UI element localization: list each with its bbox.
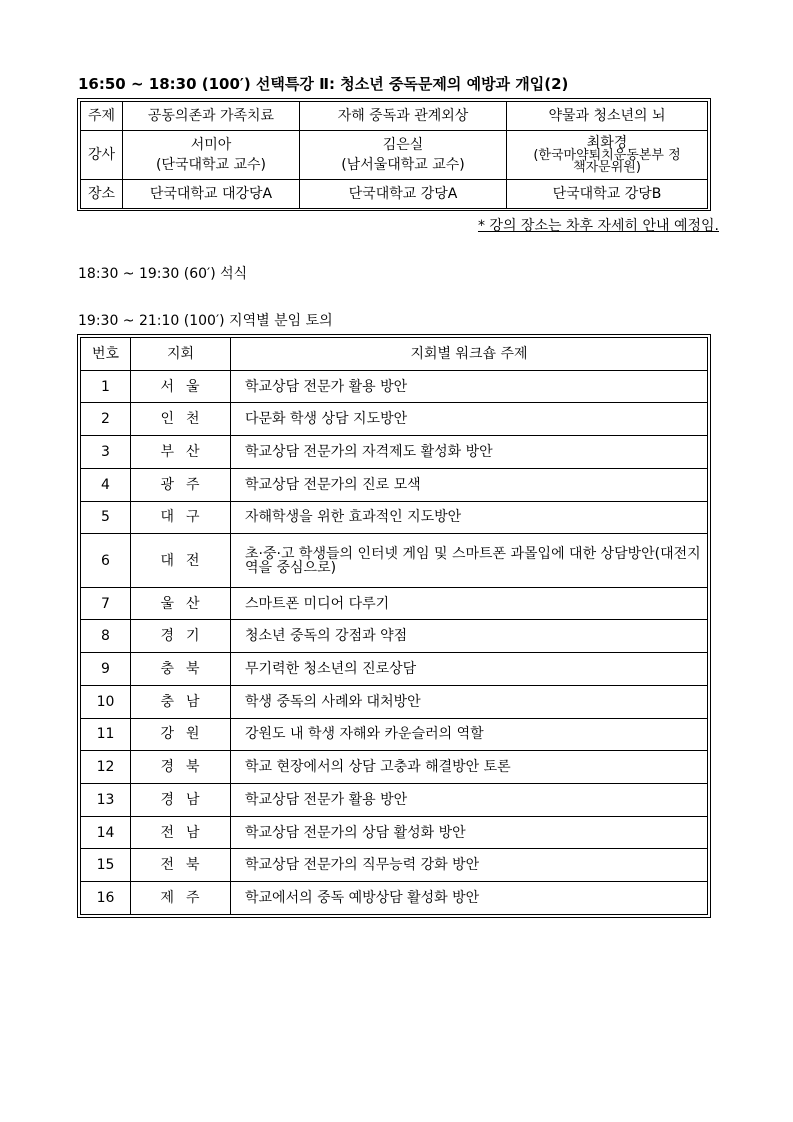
table-row xyxy=(81,436,708,469)
row-label: 주제 xyxy=(81,102,123,131)
workshop-table xyxy=(77,334,711,918)
row-branch: 경기 xyxy=(131,620,231,653)
row-branch: 강원 xyxy=(131,718,231,751)
row-topic: 학교상담 전문가의 직무능력 강화 방안 xyxy=(231,849,708,882)
table-row xyxy=(81,784,708,817)
lecturer-name: 김은실 xyxy=(382,137,424,153)
table-row xyxy=(81,685,708,718)
row-topic: 무기력한 청소년의 진로상담 xyxy=(231,653,708,686)
table-row xyxy=(81,718,708,751)
row-no: 16 xyxy=(81,882,131,915)
row-no: 14 xyxy=(81,816,131,849)
table-row xyxy=(81,534,708,587)
table-header xyxy=(81,338,708,371)
table-row xyxy=(81,882,708,915)
row-no: 3 xyxy=(81,436,131,469)
lecturer-name: 서미아 xyxy=(190,137,232,153)
row-no: 2 xyxy=(81,403,131,436)
row-branch: 충북 xyxy=(131,653,231,686)
lecturer-cell xyxy=(507,131,708,180)
lecture-table xyxy=(77,98,711,211)
row-branch: 충남 xyxy=(131,685,231,718)
row-label: 장소 xyxy=(81,180,123,209)
row-branch: 서울 xyxy=(131,370,231,403)
table-row xyxy=(81,403,708,436)
row-branch: 광주 xyxy=(131,468,231,501)
row-topic: 다문화 학생 상담 지도방안 xyxy=(231,403,708,436)
lecturer-affiliation: (단국대학교 교수) xyxy=(155,157,267,173)
row-no: 10 xyxy=(81,685,131,718)
topic-cell: 공동의존과 가족치료 xyxy=(123,102,300,131)
topic-row xyxy=(81,102,708,131)
lecturer-row xyxy=(81,131,708,180)
row-no: 1 xyxy=(81,370,131,403)
dinner-line: 18:30 ~ 19:30 (60′) 석식 xyxy=(78,266,248,282)
row-branch: 제주 xyxy=(131,882,231,915)
row-topic: 청소년 중독의 강점과 약점 xyxy=(231,620,708,653)
venue-cell: 단국대학교 강당B xyxy=(507,180,708,209)
lecturer-affiliation: (남서울대학교 교수) xyxy=(341,157,465,173)
row-topic: 학교상담 전문가의 상담 활성화 방안 xyxy=(231,816,708,849)
row-topic: 초·중·고 학생들의 인터넷 게임 및 스마트폰 과몰입에 대한 상담방안(대전지역을 중심으로) xyxy=(231,534,708,587)
row-branch: 대구 xyxy=(131,501,231,534)
table-row xyxy=(81,620,708,653)
row-no: 6 xyxy=(81,534,131,587)
row-branch: 전북 xyxy=(131,849,231,882)
table-row xyxy=(81,587,708,620)
venue-row xyxy=(81,180,708,209)
table-row xyxy=(81,468,708,501)
row-topic: 강원도 내 학생 자해와 카운슬러의 역할 xyxy=(231,718,708,751)
topic-cell: 약물과 청소년의 뇌 xyxy=(507,102,708,131)
row-no: 7 xyxy=(81,587,131,620)
row-topic: 학교 현장에서의 상담 고충과 해결방안 토론 xyxy=(231,751,708,784)
row-topic: 학교상담 전문가 활용 방안 xyxy=(231,784,708,817)
lecturer-cell xyxy=(300,131,507,180)
header-no: 번호 xyxy=(81,338,131,371)
session3-heading: 19:30 ~ 21:10 (100′) 지역별 분임 토의 xyxy=(78,313,333,329)
row-topic: 학교상담 전문가의 진로 모색 xyxy=(231,468,708,501)
row-branch: 대전 xyxy=(131,534,231,587)
row-no: 8 xyxy=(81,620,131,653)
row-branch: 부산 xyxy=(131,436,231,469)
venue-cell: 단국대학교 대강당A xyxy=(123,180,300,209)
header-topic: 지회별 워크숍 주제 xyxy=(231,338,708,371)
row-topic: 학교상담 전문가 활용 방안 xyxy=(231,370,708,403)
row-label: 강사 xyxy=(81,131,123,180)
row-no: 15 xyxy=(81,849,131,882)
topic-cell: 자해 중독과 관계외상 xyxy=(300,102,507,131)
row-branch: 경북 xyxy=(131,751,231,784)
row-no: 9 xyxy=(81,653,131,686)
table-row xyxy=(81,751,708,784)
row-no: 11 xyxy=(81,718,131,751)
row-branch: 전남 xyxy=(131,816,231,849)
venue-note: * 강의 장소는 차후 자세히 안내 예정임. xyxy=(477,218,719,234)
lecturer-name: 최화경 xyxy=(586,134,628,151)
row-topic: 스마트폰 미디어 다루기 xyxy=(231,587,708,620)
table-row xyxy=(81,370,708,403)
session1-heading: 16:50 ~ 18:30 (100′) 선택특강 Ⅱ: 청소년 중독문제의 예방과 개입(2) xyxy=(78,75,569,93)
row-topic: 학생 중독의 사례와 대처방안 xyxy=(231,685,708,718)
row-branch: 경남 xyxy=(131,784,231,817)
row-branch: 인천 xyxy=(131,403,231,436)
row-topic: 학교에서의 중독 예방상담 활성화 방안 xyxy=(231,882,708,915)
row-no: 5 xyxy=(81,501,131,534)
row-topic: 학교상담 전문가의 자격제도 활성화 방안 xyxy=(231,436,708,469)
lecturer-affiliation: (한국마약퇴치운동본부 정책자문위원) xyxy=(533,147,681,175)
venue-cell: 단국대학교 강당A xyxy=(300,180,507,209)
row-no: 12 xyxy=(81,751,131,784)
row-no: 4 xyxy=(81,468,131,501)
row-topic: 자해학생을 위한 효과적인 지도방안 xyxy=(231,501,708,534)
lecturer-cell xyxy=(123,131,300,180)
row-branch: 울산 xyxy=(131,587,231,620)
header-branch: 지회 xyxy=(131,338,231,371)
table-row xyxy=(81,849,708,882)
table-row xyxy=(81,653,708,686)
table-row xyxy=(81,501,708,534)
row-no: 13 xyxy=(81,784,131,817)
table-row xyxy=(81,816,708,849)
